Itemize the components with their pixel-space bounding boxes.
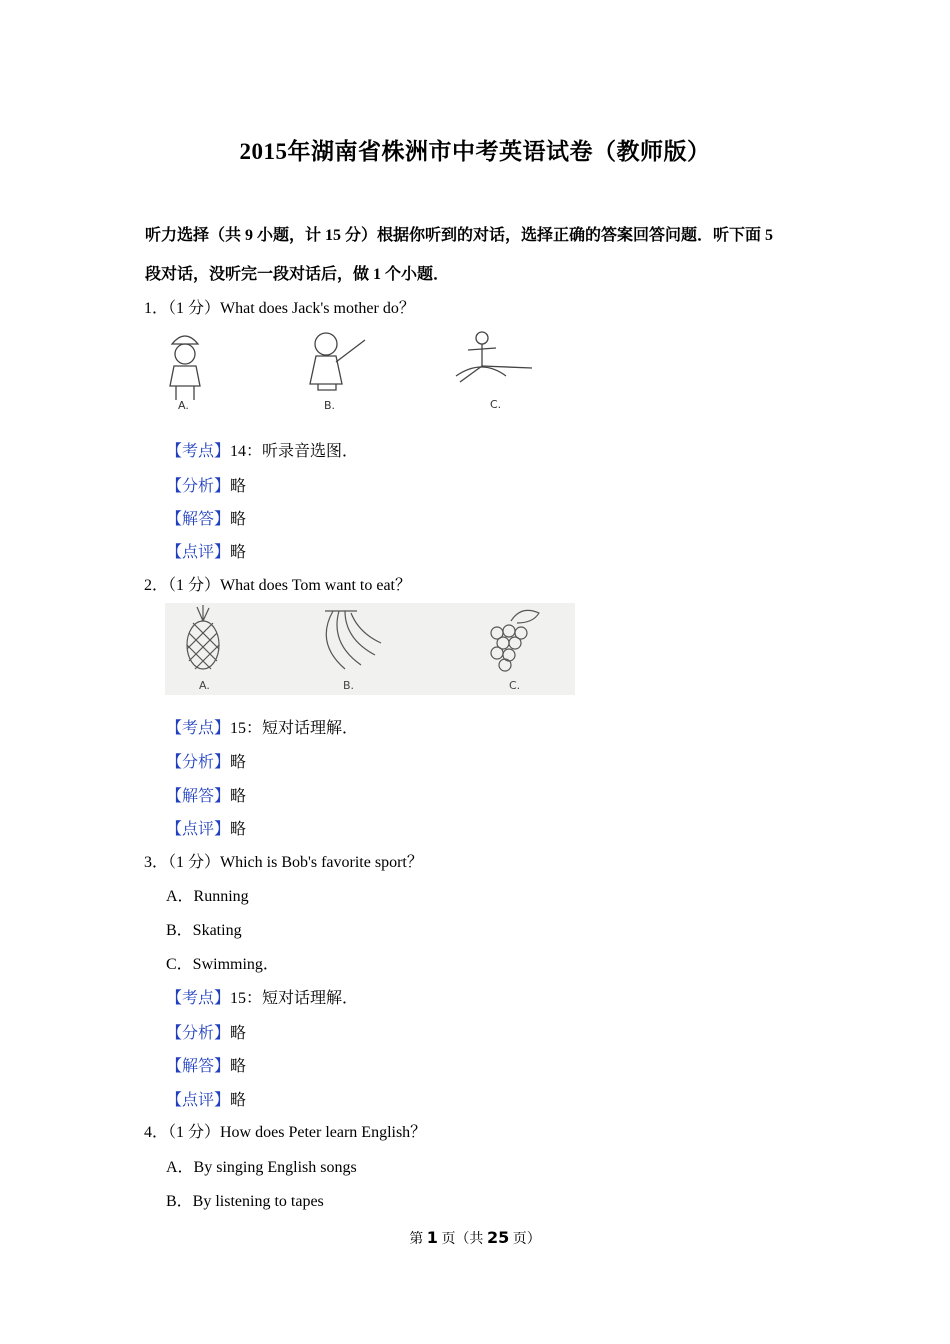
q1-fenxi [166, 473, 246, 496]
dianping-text: 略 [230, 544, 247, 561]
dianping-label: 【点评】 [166, 1092, 231, 1109]
footer-suffix: 页） [509, 1232, 541, 1247]
picture-label-a: A. [178, 399, 189, 412]
dancer-figure-icon [456, 332, 532, 382]
question-1-pictures [160, 326, 540, 414]
picture-label-c: C. [509, 679, 521, 692]
kaodian-text: 15：短对话理解． [230, 990, 359, 1007]
cook-figure-icon [170, 336, 200, 400]
q3-fenxi [166, 1020, 246, 1043]
picture-label-a: A. [199, 679, 210, 692]
teacher-figure-icon [310, 333, 365, 390]
q2-jieda [166, 783, 246, 806]
page-title: 2015年湖南省株洲市中考英语试卷（教师版） [239, 139, 711, 164]
page-footer [0, 1228, 950, 1248]
q3-dianping [166, 1087, 246, 1110]
fenxi-label: 【分析】 [166, 1025, 231, 1042]
question-4: 4．（1 分）How does Peter learn English？ [144, 1124, 427, 1141]
q2-dianping [166, 816, 246, 839]
fenxi-text: 略 [230, 1025, 247, 1042]
footer-prefix: 第 [409, 1232, 427, 1247]
jieda-text: 略 [230, 511, 247, 528]
kaodian-text: 14：听录音选图． [230, 443, 359, 460]
dianping-label: 【点评】 [166, 821, 231, 838]
jieda-text: 略 [230, 1058, 247, 1075]
question-2-pictures [165, 603, 575, 695]
question-1: 1．（1 分）What does Jack's mother do？ [144, 300, 415, 317]
jieda-text: 略 [230, 788, 247, 805]
current-page-number: 1 [426, 1228, 438, 1247]
jieda-label: 【解答】 [166, 511, 231, 528]
q3-option-c: C．Swimming． [166, 956, 279, 973]
q4-option-a: A．By singing English songs [166, 1159, 357, 1176]
question-2: 2．（1 分）What does Tom want to eat？ [144, 577, 411, 594]
footer-middle: 页（共 [437, 1232, 487, 1247]
q2-fenxi [166, 749, 246, 772]
kaodian-label: 【考点】 [166, 990, 231, 1007]
kaodian-label: 【考点】 [166, 720, 231, 737]
picture-label-b: B. [343, 679, 355, 692]
dianping-label: 【点评】 [166, 544, 231, 561]
fenxi-label: 【分析】 [166, 478, 231, 495]
q2-kaodian [166, 715, 358, 738]
fenxi-text: 略 [230, 754, 247, 771]
q3-option-b: B．Skating [166, 922, 242, 939]
kaodian-text: 15：短对话理解． [230, 720, 359, 737]
jieda-label: 【解答】 [166, 1058, 231, 1075]
q3-jieda [166, 1053, 246, 1076]
q3-kaodian [166, 985, 358, 1008]
kaodian-label: 【考点】 [166, 443, 231, 460]
picture-label-b: B. [324, 399, 336, 412]
q1-kaodian [166, 438, 358, 461]
fenxi-label: 【分析】 [166, 754, 231, 771]
dianping-text: 略 [230, 821, 247, 838]
question-3: 3．（1 分）Which is Bob's favorite sport？ [144, 854, 423, 871]
dianping-text: 略 [230, 1092, 247, 1109]
section-instruction-line-2: 段对话，没听完一段对话后，做 1 个小题． [145, 266, 450, 283]
q1-jieda [166, 506, 246, 529]
section-instruction-line-1: 听力选择（共 9 小题，计 15 分）根据你听到的对话，选择正确的答案回答问题．听下面 5 [145, 227, 774, 244]
total-page-count: 25 [486, 1228, 510, 1247]
jieda-label: 【解答】 [166, 788, 231, 805]
q1-dianping [166, 539, 246, 562]
q4-option-b: B．By listening to tapes [166, 1193, 324, 1210]
q3-option-a: A．Running [166, 888, 249, 905]
picture-label-c: C. [490, 398, 502, 411]
fenxi-text: 略 [230, 478, 247, 495]
